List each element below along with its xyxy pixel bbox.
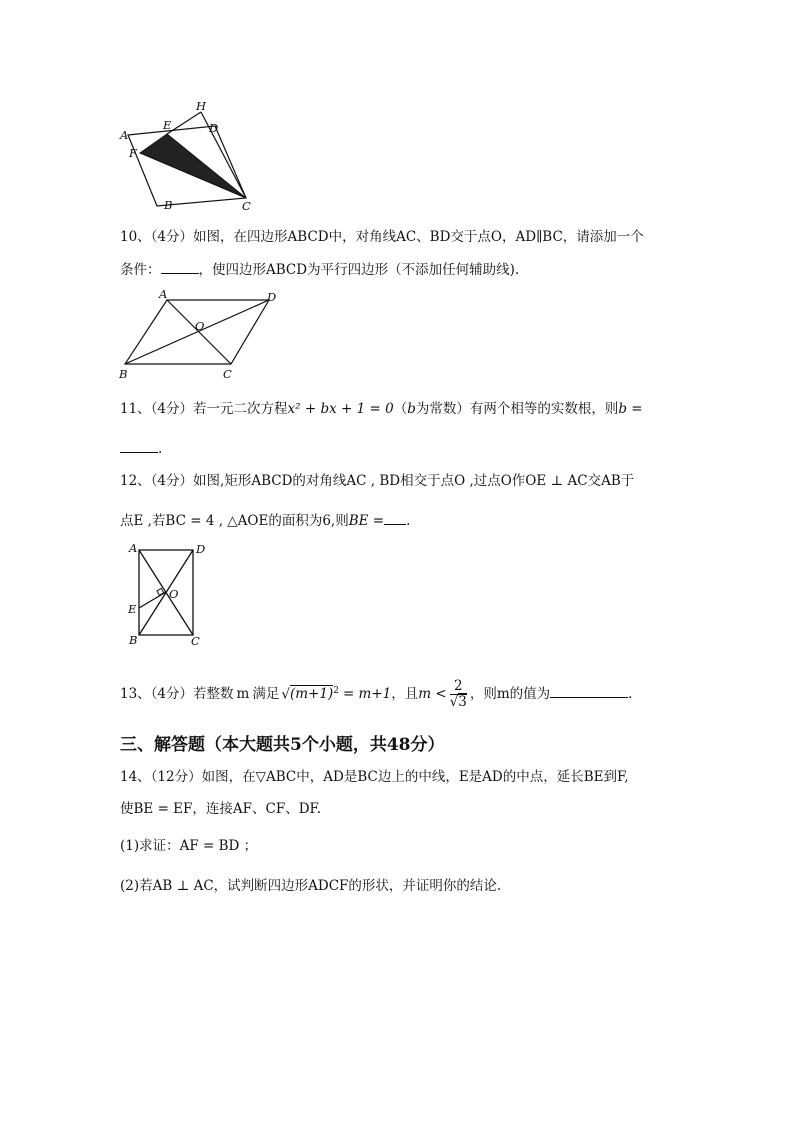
fig2-label-o: O xyxy=(195,319,205,333)
question-14-line2: 使BE = EF，连接AF、CF、DF. xyxy=(120,801,322,817)
q13-end: . xyxy=(628,686,633,702)
q11-text-b: （ xyxy=(393,401,408,417)
q13-lt: m < xyxy=(418,686,447,702)
question-10-line2 xyxy=(120,259,519,279)
question-13 xyxy=(120,679,632,710)
q11-equation: x² + bx + 1 = 0 xyxy=(287,401,394,417)
fold-line-eh xyxy=(167,112,201,134)
q11-text-a: 若一元二次方程 xyxy=(193,401,288,417)
q14-number: 14、 xyxy=(120,769,151,785)
q11-points: （4分） xyxy=(150,401,194,417)
question-14-part2: (2)若AB ⊥ AC，试判断四边形ADCF的形状，并证明你的结论. xyxy=(120,878,502,894)
q12-be: BE = xyxy=(348,513,385,529)
fig1-label-b: B xyxy=(164,198,173,212)
q13-number: 13、 xyxy=(120,686,151,702)
q13-frac-den: 3 xyxy=(458,694,467,710)
q13-fraction xyxy=(450,679,467,710)
question-11-line1 xyxy=(120,400,643,418)
q10-text2: ，使四边形ABCD为平行四边形（不添加任何辅助线). xyxy=(198,262,520,278)
q14-points: （12分） xyxy=(150,769,202,785)
q13-sqrt-inner: (m+1) xyxy=(289,686,334,702)
fig1-label-e: E xyxy=(163,118,172,132)
question-14-line1 xyxy=(120,768,629,786)
fig3-label-c: C xyxy=(191,634,200,648)
fig1-label-h: H xyxy=(196,99,207,113)
figure-rectangle-abcd xyxy=(120,540,215,650)
q13-text-a: 若整数 xyxy=(193,686,234,702)
q12-number: 12、 xyxy=(120,473,151,489)
q13-frac-den-wrap xyxy=(450,695,467,710)
figure-quadrilateral-abcd xyxy=(113,288,288,383)
q11-number: 11、 xyxy=(120,401,151,417)
q12-points: （4分） xyxy=(150,473,194,489)
question-12-line1 xyxy=(120,472,634,490)
q13-answer-blank[interactable] xyxy=(550,683,628,698)
q10-points: （4分） xyxy=(150,229,194,245)
q13-sqrt-exponent: 2 xyxy=(333,685,339,696)
q10-text1: 如图，在四边形ABCD中，对角线AC、BD交于点O，AD∥BC，请添加一个 xyxy=(193,229,644,245)
q11-b-var: b xyxy=(407,401,416,417)
fig3-label-d: D xyxy=(196,542,206,556)
fig1-label-c: C xyxy=(242,199,251,213)
q13-eq-rhs: = m+1 xyxy=(342,686,392,702)
sqrt-radical-icon: √ xyxy=(281,686,290,702)
q13-text-d: ，则m的值为 xyxy=(469,686,551,702)
q10-answer-blank[interactable] xyxy=(161,259,199,274)
q11-end: . xyxy=(158,441,163,457)
q12-text1: 如图,矩形ABCD的对角线AC , BD相交于点O ,过点O作OE ⊥ AC交AB于 xyxy=(193,473,635,489)
section-heading: 三、解答题（本大题共5个小题，共48分） xyxy=(120,735,445,755)
q12-end: . xyxy=(406,513,411,529)
q13-points: （4分） xyxy=(150,686,194,702)
sqrt-small-icon: √ xyxy=(449,694,459,710)
fig2-label-c: C xyxy=(223,367,232,381)
q11-text-c: 为常数）有两个相等的实数根，则 xyxy=(415,401,619,417)
fig3-label-e: E xyxy=(128,602,137,616)
q12-text2: 点E ,若BC = 4 , △AOE的面积为6,则 xyxy=(120,513,349,529)
fig1-label-a: A xyxy=(120,128,129,142)
fig1-label-d: D xyxy=(209,121,219,135)
shaded-triangle xyxy=(140,134,246,198)
q13-sqrt-expression xyxy=(281,682,339,704)
fig3-label-a: A xyxy=(129,541,138,555)
fig1-label-f: F xyxy=(129,146,137,160)
fig3-label-o: O xyxy=(169,587,179,601)
fig2-label-b: B xyxy=(119,367,128,381)
question-11-line2 xyxy=(120,438,162,458)
fig2-label-a: A xyxy=(159,288,168,301)
q12-answer-blank[interactable] xyxy=(384,510,406,525)
q13-text-c: ，且 xyxy=(391,686,419,702)
q11-lhs: b = xyxy=(618,401,643,417)
fig2-label-d: D xyxy=(267,290,277,304)
q14-text1: 如图，在▽ABC中，AD是BC边上的中线，E是AD的中点，延长BE到F, xyxy=(201,769,629,785)
q13-frac-num: 2 xyxy=(450,679,467,695)
q10-number: 10、 xyxy=(120,229,151,245)
question-12-line2 xyxy=(120,510,410,530)
q11-answer-blank[interactable] xyxy=(120,438,158,453)
question-14-part1: (1)求证：AF = BD ； xyxy=(120,838,258,854)
fig3-label-b: B xyxy=(129,633,138,647)
figure-parallelogram-shaded xyxy=(115,98,265,213)
q13-m: m xyxy=(236,686,250,702)
question-10-line1 xyxy=(120,228,644,246)
q10-condition-label: 条件： xyxy=(120,262,161,278)
q13-text-b: 满足 xyxy=(252,686,280,702)
